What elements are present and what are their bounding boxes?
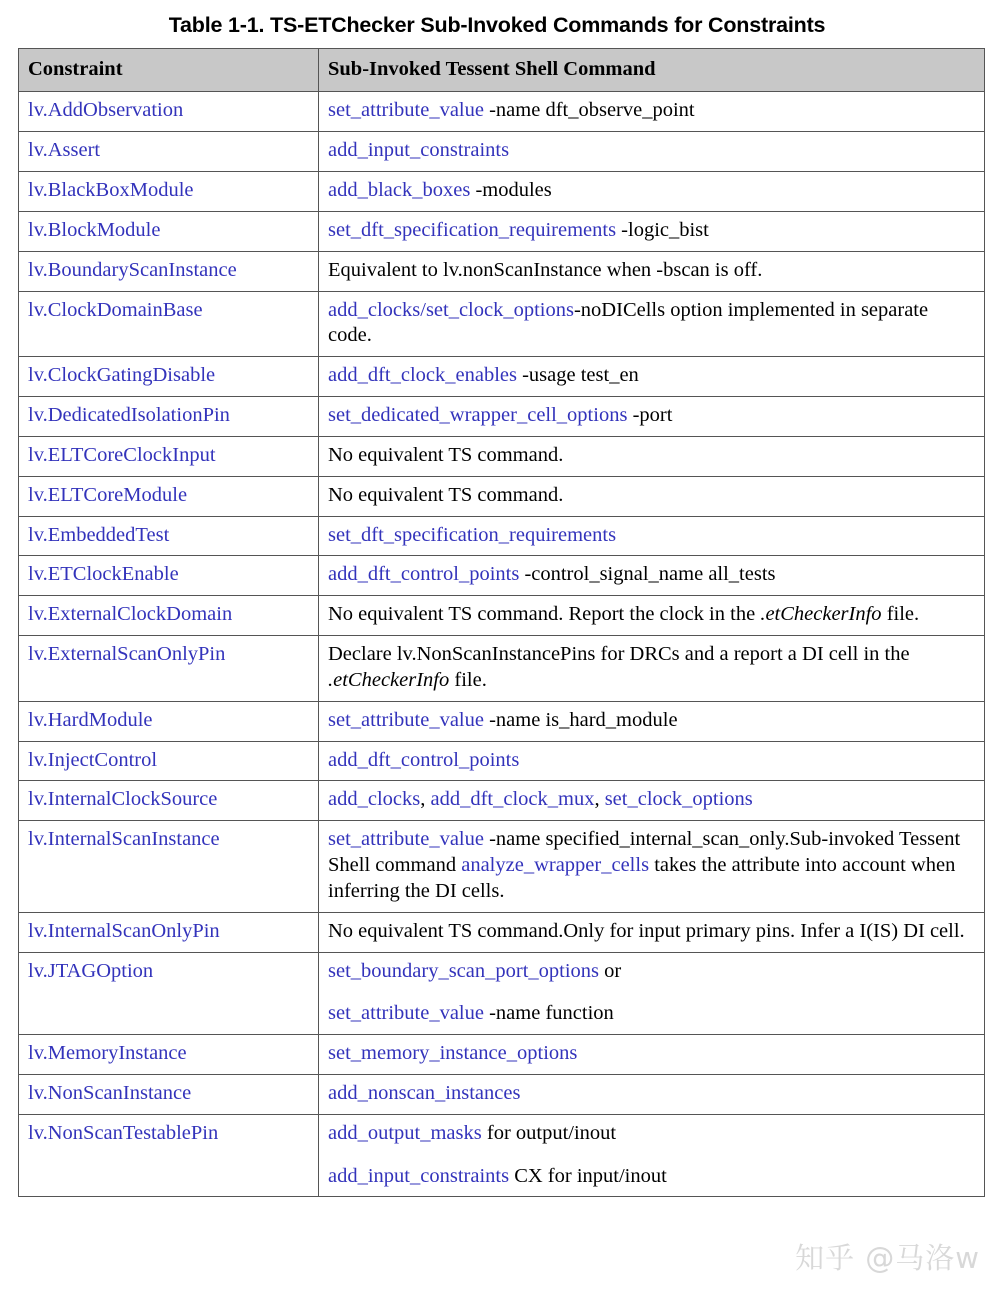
command-line [328,827,976,904]
constraint-cell: lv.ClockDomainBase [19,291,319,357]
command-link[interactable]: add_dft_control_points [328,748,520,771]
command-link[interactable]: add_black_boxes [328,179,471,202]
constraint-cell: lv.EmbeddedTest [19,516,319,556]
command-cell [319,476,985,516]
constraint-cell: lv.AddObservation [19,92,319,132]
command-link[interactable]: set_dft_specification_requirements [328,523,617,546]
constraint-cell: lv.ELTCoreClockInput [19,436,319,476]
table-row [19,476,985,516]
command-text: , [420,788,431,811]
table-row [19,741,985,781]
command-link[interactable]: set_clock_options [425,298,574,321]
watermark-text: 知乎 @马洛w [795,1241,980,1275]
command-line [328,748,976,774]
command-line [328,642,976,694]
command-text: -name specified_internal_scan_only.Sub-invoked Tessent Shell command [328,828,961,877]
command-text: No equivalent TS command.Only for input primary pins. Infer a I(IS) DI cell. [328,919,965,942]
constraint-cell: lv.BlockModule [19,211,319,251]
command-line [328,443,976,469]
command-text: -port [627,404,673,427]
table-row [19,952,985,1035]
table-caption: Table 1-1. TS-ETChecker Sub-Invoked Commands for Constraints [168,13,826,37]
command-text: -modules [470,179,552,202]
command-link[interactable]: add_clocks [328,788,421,811]
command-cell [319,172,985,212]
command-link[interactable]: set_memory_instance_options [328,1042,578,1065]
command-cell [319,636,985,702]
constraint-cell: lv.InternalClockSource [19,781,319,821]
command-link[interactable]: add_nonscan_instances [328,1082,521,1104]
command-cell [319,516,985,556]
command-line [328,258,976,284]
command-cell [319,596,985,636]
column-header-command: Sub-Invoked Tessent Shell Command [319,48,985,92]
command-link[interactable]: analyze_wrapper_cells [461,854,650,877]
command-line [328,218,976,244]
command-line [328,298,976,350]
command-line [328,523,976,549]
command-link[interactable]: add_input_constraints [328,139,510,162]
table-row [19,357,985,397]
command-cell [319,1035,985,1075]
command-text: , [594,788,605,811]
file-name: .etCheckerInfo [760,603,882,626]
command-text: -noDICells option implemented in separate code. [328,298,929,347]
command-line [328,1041,976,1067]
constraint-cell: lv.BlackBoxModule [19,172,319,212]
table-row [19,172,985,212]
table-row [19,251,985,291]
constraint-cell: lv.ClockGatingDisable [19,357,319,397]
command-text: No equivalent TS command. [328,443,564,466]
table-row [19,516,985,556]
command-link[interactable]: add_dft_control_points [328,563,520,586]
command-link[interactable]: add_dft_clock_mux [430,788,595,811]
table-row [19,1035,985,1075]
command-link[interactable]: add_dft_clock_enables [328,364,517,387]
command-cell [319,357,985,397]
command-link[interactable]: set_boundary_scan_port_options [328,959,600,982]
constraint-cell: lv.JTAGOption [19,952,319,1035]
constraint-cell: lv.NonScanTestablePin [19,1114,319,1197]
command-line [328,363,976,389]
command-text: Equivalent to lv.nonScanInstance when -bscan is off. [328,258,763,281]
command-line [328,1164,976,1190]
command-line [328,483,976,509]
constraint-cell: lv.ExternalClockDomain [19,596,319,636]
command-line [328,138,976,164]
command-link[interactable]: set_attribute_value [328,828,484,851]
constraint-cell: lv.HardModule [19,701,319,741]
command-text: No equivalent TS command. [328,483,564,506]
command-cell [319,211,985,251]
command-cell [319,436,985,476]
constraint-cell: lv.InternalScanOnlyPin [19,912,319,952]
constraint-cell: lv.ELTCoreModule [19,476,319,516]
constraint-cell: lv.NonScanInstance [19,1075,319,1115]
command-link[interactable]: set_attribute_value [328,99,484,122]
table-row [19,912,985,952]
command-line [328,562,976,588]
table-header [19,48,985,92]
table-row [19,92,985,132]
command-link[interactable]: set_attribute_value [328,1002,484,1025]
table-row [19,781,985,821]
command-cell [319,556,985,596]
command-text: -control_signal_name all_tests [519,563,776,586]
table-row [19,397,985,437]
command-link[interactable]: add_input_constraints [328,1164,510,1187]
command-link[interactable]: set_attribute_value [328,708,484,731]
table-row [19,556,985,596]
command-line [328,403,976,429]
commands-table [18,48,985,1198]
command-text: for output/inout [481,1121,617,1144]
command-text: file. [449,668,487,691]
command-text: -name dft_observe_point [483,99,695,122]
table-row [19,132,985,172]
command-line [328,919,976,945]
command-cell [319,781,985,821]
table-row [19,821,985,912]
command-line [328,1001,976,1027]
command-text: -usage test_en [516,364,639,387]
command-cell [319,701,985,741]
command-line [328,708,976,734]
constraint-cell: lv.InternalScanInstance [19,821,319,912]
command-cell [319,132,985,172]
table-row [19,701,985,741]
command-cell [319,251,985,291]
command-line [328,98,976,124]
command-cell [319,952,985,1035]
column-header-constraint: Constraint [19,48,319,92]
command-cell [319,912,985,952]
table-row [19,211,985,251]
table-row [19,596,985,636]
command-line [328,1121,976,1147]
command-link[interactable]: set_dedicated_wrapper_cell_options [328,404,628,427]
constraint-cell: lv.DedicatedIsolationPin [19,397,319,437]
command-link[interactable]: add_clocks [328,298,421,321]
command-link[interactable]: / [420,298,426,321]
table-body [19,92,985,1197]
command-text: -name function [483,1002,614,1025]
command-link[interactable]: set_dft_specification_requirements [328,218,617,241]
command-text: or [599,959,622,982]
command-cell [319,291,985,357]
constraint-cell: lv.ETClockEnable [19,556,319,596]
command-link[interactable]: set_clock_options [604,788,753,811]
constraint-cell: lv.Assert [19,132,319,172]
table-row [19,436,985,476]
command-line [328,959,976,985]
command-text: -logic_bist [616,218,709,241]
command-text: CX for input/inout [509,1164,667,1187]
table-row [19,1075,985,1115]
command-text: Declare lv.NonScanInstancePins for DRCs and a report a DI cell in the [328,643,910,666]
command-cell [319,1114,985,1197]
command-text: No equivalent TS command. Report the clock in the [328,603,761,626]
table-row [19,291,985,357]
constraint-cell: lv.BoundaryScanInstance [19,251,319,291]
command-text: -name is_hard_module [483,708,678,731]
command-cell [319,821,985,912]
command-text: takes the attribute into account when inferring the DI cells. [328,854,956,902]
file-name: .etCheckerInfo [328,668,450,691]
command-link[interactable]: add_output_masks [328,1121,482,1144]
command-line [328,1081,976,1107]
constraint-cell: lv.ExternalScanOnlyPin [19,636,319,702]
command-cell [319,741,985,781]
command-cell [319,397,985,437]
table-header-row [19,48,985,92]
constraint-cell: lv.MemoryInstance [19,1035,319,1075]
command-text: file. [881,603,920,626]
constraint-cell: lv.InjectControl [19,741,319,781]
table-row [19,636,985,702]
command-line [328,787,976,813]
watermark [795,1236,980,1277]
command-line [328,602,976,628]
command-cell [319,92,985,132]
command-line [328,178,976,204]
command-cell [319,1075,985,1115]
table-row [19,1114,985,1197]
